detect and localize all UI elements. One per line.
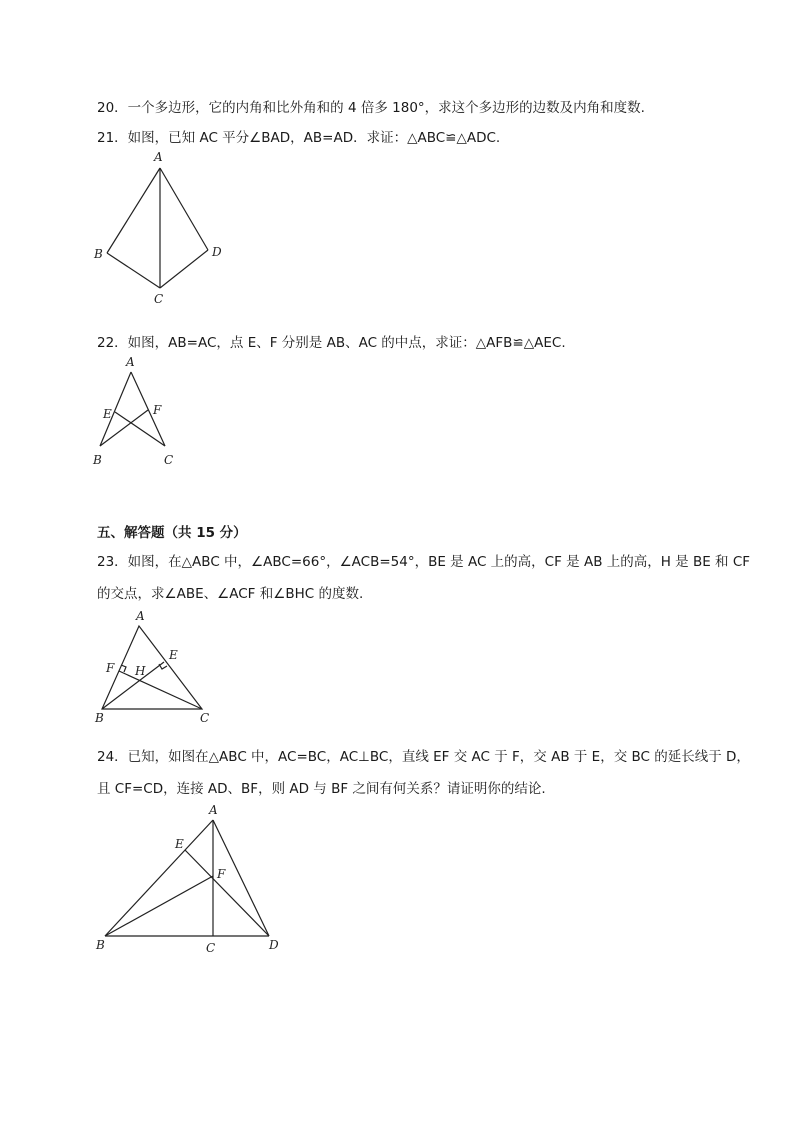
figure-23-altitudes-diagram [92, 608, 232, 728]
label-a: A [209, 803, 218, 817]
question-21-text: 21．如图，已知 AC 平分∠BAD，AB=AD．求证：△ABC≌△ADC. [97, 130, 501, 146]
altitude-cf [119, 671, 202, 709]
label-b: B [93, 453, 102, 467]
label-a: A [154, 150, 163, 164]
question-23-text-line-1: 23．如图，在△ABC 中，∠ABC=66°，∠ACB=54°，BE 是 AC 上的高，CF 是 AB 上的高，H 是 BE 和 CF [97, 554, 751, 570]
label-a: A [136, 609, 145, 623]
segment-ed [185, 850, 269, 936]
label-h: H [135, 664, 146, 678]
label-b: B [94, 247, 103, 261]
segment-ab [105, 820, 213, 936]
label-e: E [169, 648, 178, 662]
segment-ad [160, 168, 208, 250]
figure-24-triangle-diagram [92, 803, 302, 956]
segment-dc [160, 250, 208, 288]
question-24-text-line-2: 且 CF=CD，连接 AD、BF，则 AD 与 BF 之间有何关系？请证明你的结论. [97, 781, 546, 797]
segment-ab [107, 168, 160, 253]
question-22-text: 22．如图，AB=AC，点 E、F 分别是 AB、AC 的中点，求证：△AFB≌△AEC. [97, 335, 566, 351]
label-c: C [164, 453, 174, 467]
label-e: E [175, 837, 184, 851]
figure-21-kite-diagram [90, 148, 240, 308]
label-d: D [212, 245, 222, 259]
label-c: C [154, 292, 164, 306]
label-f: F [217, 867, 226, 881]
label-c: C [200, 711, 210, 725]
segment-bc [107, 253, 160, 288]
question-24-text-line-1: 24．已知，如图在△ABC 中，AC=BC，AC⊥BC，直线 EF 交 AC 于 F，交 AB 于 E，交 BC 的延长线于 D， [97, 749, 750, 765]
label-b: B [95, 711, 104, 725]
section-5-heading: 五、解答题（共 15 分） [97, 525, 247, 541]
segment-bf [105, 876, 213, 936]
label-a: A [126, 355, 135, 369]
label-f: F [153, 403, 162, 417]
figure-22-triangle-diagram [90, 352, 200, 472]
question-20-text: 20．一个多边形，它的内角和比外角和的 4 倍多 180°，求这个多边形的边数及内角和度数. [97, 100, 645, 116]
question-23-text-line-2: 的交点，求∠ABE、∠ACF 和∠BHC 的度数. [97, 586, 364, 602]
label-e: E [103, 407, 112, 421]
triangle-abc [102, 626, 202, 709]
label-f: F [106, 661, 115, 675]
label-c: C [206, 941, 216, 955]
label-d: D [269, 938, 279, 952]
label-b: B [96, 938, 105, 952]
